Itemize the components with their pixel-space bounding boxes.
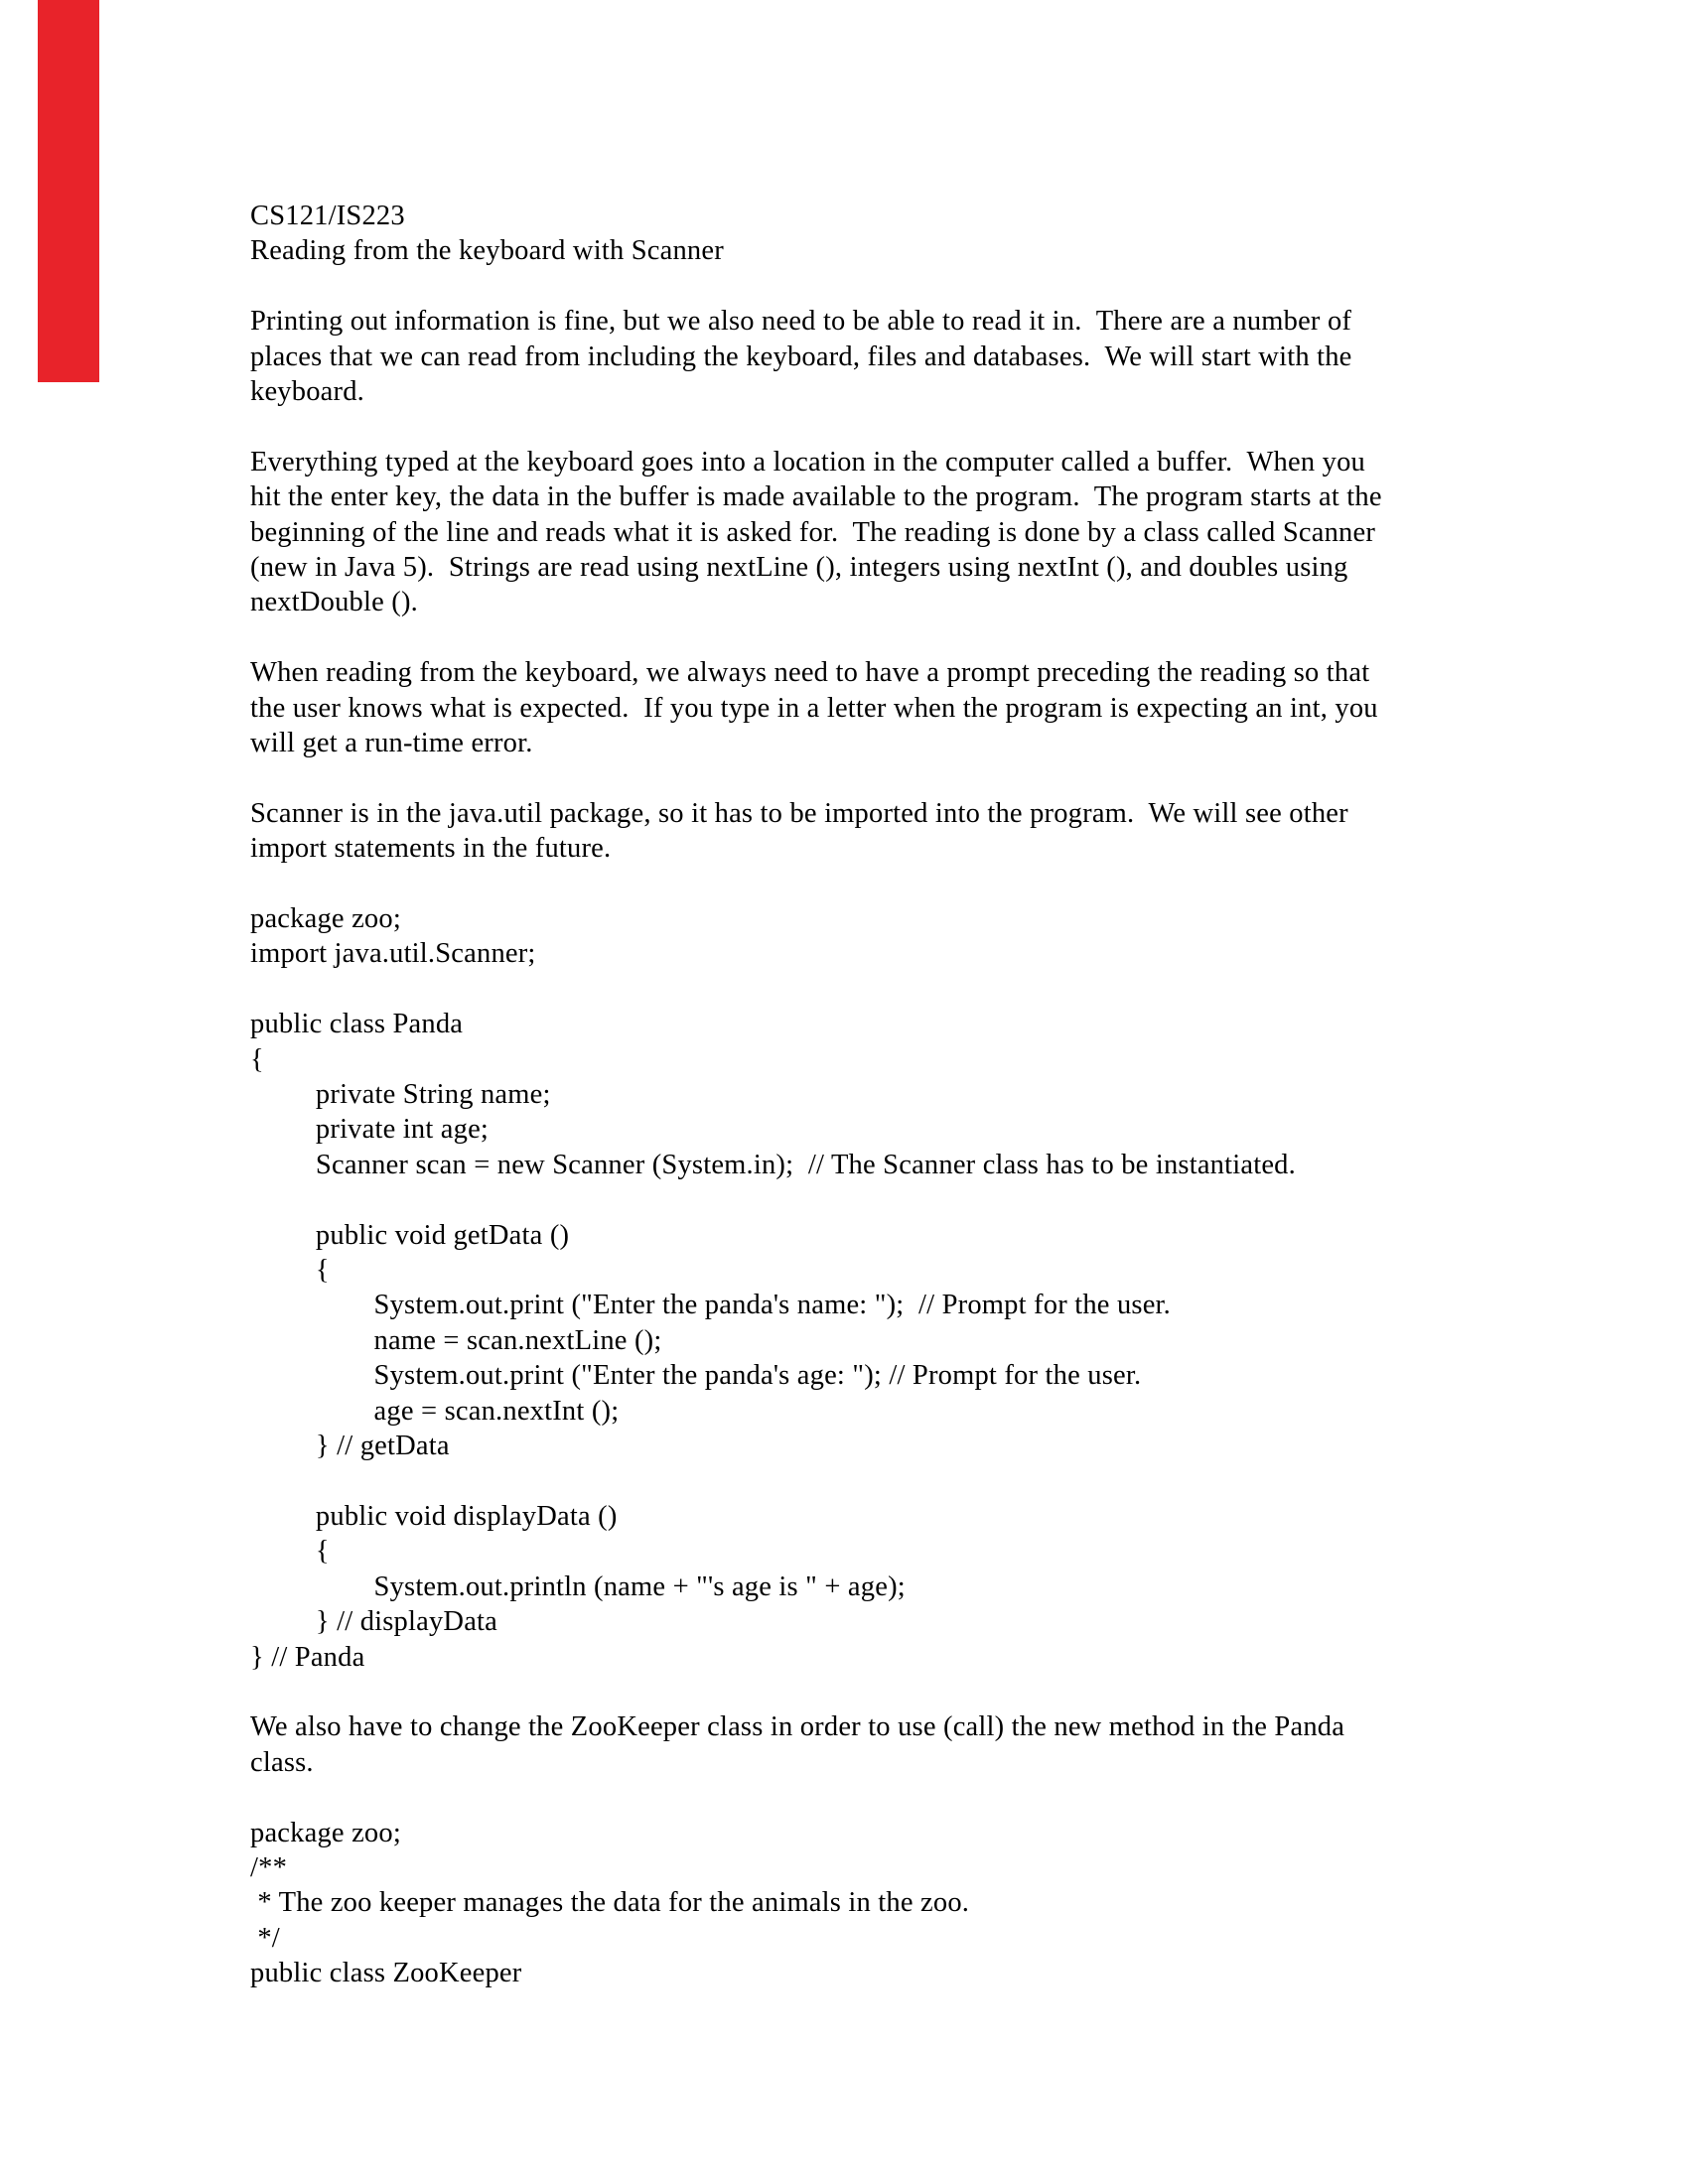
text-line: the user knows what is expected. If you type in a letter when the program is expecting an int, you bbox=[250, 692, 1378, 724]
text-line: public class ZooKeeper bbox=[250, 1958, 522, 1989]
text-line: private String name; bbox=[250, 1079, 551, 1111]
text-line: */ bbox=[250, 1922, 280, 1954]
text-line bbox=[250, 1464, 1541, 1499]
text-line bbox=[250, 409, 1541, 444]
text-line: beginning of the line and reads what it is asked for. The reading is done by a class called Scanner bbox=[250, 516, 1376, 548]
text-line: Scanner scan = new Scanner (System.in); // The Scanner class has to be instantiated. bbox=[250, 1149, 1296, 1180]
text-line: package zoo; bbox=[250, 1817, 401, 1848]
text-line: age = scan.nextInt (); bbox=[250, 1395, 620, 1427]
text-line: System.out.println (name + "'s age is " + age); bbox=[250, 1570, 906, 1602]
text-line bbox=[250, 867, 1541, 901]
text-line bbox=[250, 1780, 1541, 1815]
scan-edge-red-artifact bbox=[38, 0, 99, 382]
text-line: package zoo; bbox=[250, 903, 401, 935]
text-line: nextDouble (). bbox=[250, 587, 418, 618]
text-line: } // getData bbox=[250, 1431, 450, 1462]
text-line: System.out.print ("Enter the panda's name: "); // Prompt for the user. bbox=[250, 1290, 1171, 1321]
text-line: We also have to change the ZooKeeper class in order to use (call) the new method in the Panda bbox=[250, 1711, 1345, 1743]
text-line: Scanner is in the java.util package, so it has to be imported into the program. We will see other bbox=[250, 797, 1348, 829]
text-line: places that we can read from including the keyboard, files and databases. We will start with the bbox=[250, 341, 1352, 372]
text-line: When reading from the keyboard, we always need to have a prompt preceding the reading so that bbox=[250, 657, 1370, 689]
text-line: { bbox=[250, 1536, 330, 1568]
text-line bbox=[250, 972, 1541, 1007]
text-line bbox=[250, 760, 1541, 795]
text-line: import java.util.Scanner; bbox=[250, 938, 536, 970]
text-line: public void displayData () bbox=[250, 1500, 618, 1532]
text-line: Everything typed at the keyboard goes into a location in the computer called a buffer. When you bbox=[250, 446, 1365, 478]
text-line bbox=[250, 620, 1541, 655]
text-line: * The zoo keeper manages the data for the animals in the zoo. bbox=[250, 1887, 970, 1919]
text-line: public class Panda bbox=[250, 1009, 464, 1040]
document-body bbox=[250, 199, 1541, 1991]
text-line: will get a run-time error. bbox=[250, 728, 533, 759]
text-line: CS121/IS223 bbox=[250, 201, 405, 231]
text-line: name = scan.nextLine (); bbox=[250, 1324, 662, 1356]
text-line: System.out.print ("Enter the panda's age: "); // Prompt for the user. bbox=[250, 1360, 1142, 1392]
text-line bbox=[250, 1182, 1541, 1217]
text-line: (new in Java 5). Strings are read using nextLine (), integers using nextInt (), and doubles using bbox=[250, 552, 1348, 584]
text-line: Printing out information is fine, but we also need to be able to read it in. There are a number of bbox=[250, 306, 1352, 338]
text-line: private int age; bbox=[250, 1114, 490, 1146]
text-line: public void getData () bbox=[250, 1219, 570, 1251]
text-line: /** bbox=[250, 1851, 288, 1883]
text-line: keyboard. bbox=[250, 376, 364, 408]
text-line: } // displayData bbox=[250, 1606, 498, 1638]
text-line: hit the enter key, the data in the buffer is made available to the program. The program starts at the bbox=[250, 481, 1382, 513]
text-line: { bbox=[250, 1255, 330, 1287]
text-line: class. bbox=[250, 1746, 314, 1778]
text-line bbox=[250, 269, 1541, 304]
text-line bbox=[250, 1675, 1541, 1709]
text-line: { bbox=[250, 1043, 264, 1075]
text-line: import statements in the future. bbox=[250, 833, 612, 865]
text-line: Reading from the keyboard with Scanner bbox=[250, 235, 724, 267]
text-line: } // Panda bbox=[250, 1641, 365, 1673]
